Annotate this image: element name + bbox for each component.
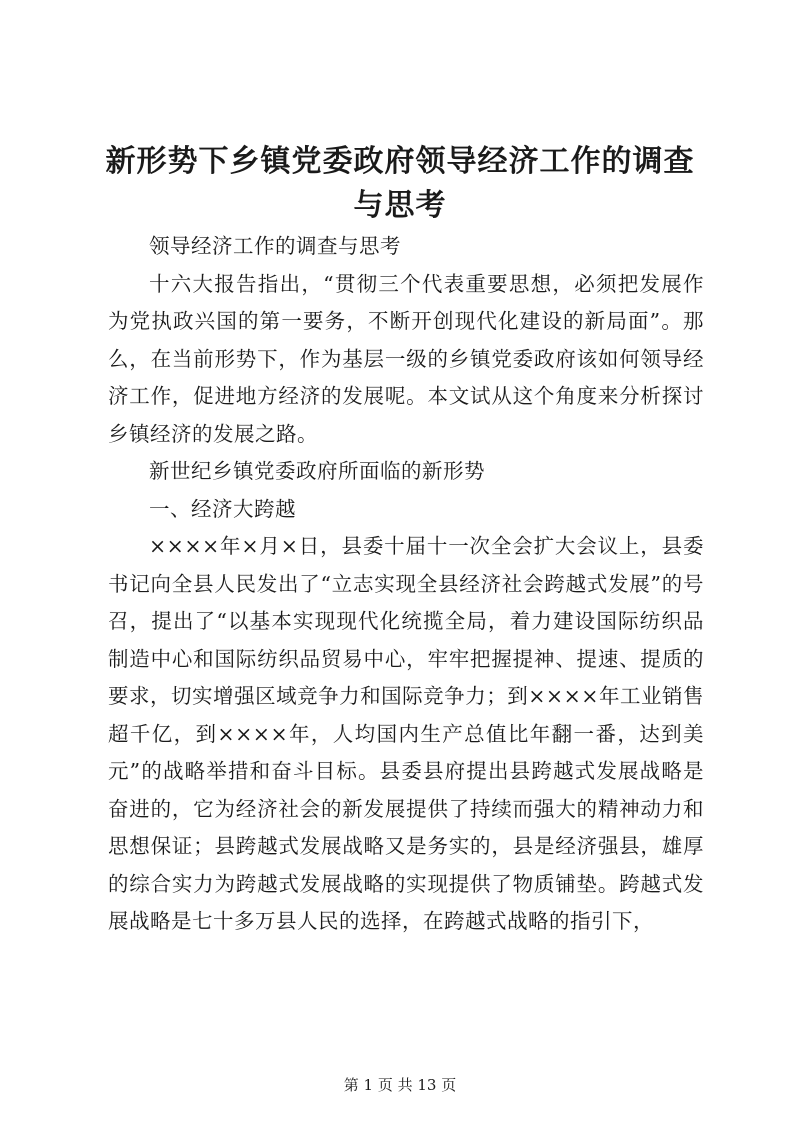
paragraph-body: ××××年×月×日，县委十届十一次全会扩大会议上，县委书记向全县人民发出了“立志实现全县经济社会跨越式发展”的号召，提出了“以基本实现现代化统揽全局，着力建设国际纺织品制造中心和国际纺织品贸易中心，牢牢把握提神、提速、提质的要求，切实增强区域竞争力和国际竞争力；到××××年工业销售超千亿，到××××年，人均国内生产总值比年翻一番，达到美元”的战略举措和奋斗目标。县委县府提出县跨越式发展战略是奋进的，它为经济社会的新发展提供了持续而强大的精神动力和思想保证；县跨越式发展战略又是务实的，县是经济强县，雄厚的综合实力为跨越式发展战略的实现提供了物质铺垫。跨越式发展战略是七十多万县人民的选择，在跨越式战略的指引下， <box>108 534 704 933</box>
subsection-heading: 一、经济大跨越 <box>149 496 296 521</box>
document-title: 新形势下乡镇党委政府领导经济工作的调查与思考 <box>105 144 695 223</box>
section-heading: 新世纪乡镇党委政府所面临的新形势 <box>149 459 485 483</box>
document-body <box>108 228 704 941</box>
paragraph-intro: 十六大报告指出，“贯彻三个代表重要思想，必须把发展作为党执政兴国的第一要务，不断开创现代化建设的新局面”。那么，在当前形势下，作为基层一级的乡镇党委政府该如何领导经济工作，促进地方经济的发展呢。本文试从这个角度来分析探讨乡镇经济的发展之路。 <box>108 271 704 446</box>
paragraph-subtitle: 领导经济工作的调查与思考 <box>149 234 401 258</box>
page-footer: 第 1 页 共 13 页 <box>343 1076 457 1094</box>
